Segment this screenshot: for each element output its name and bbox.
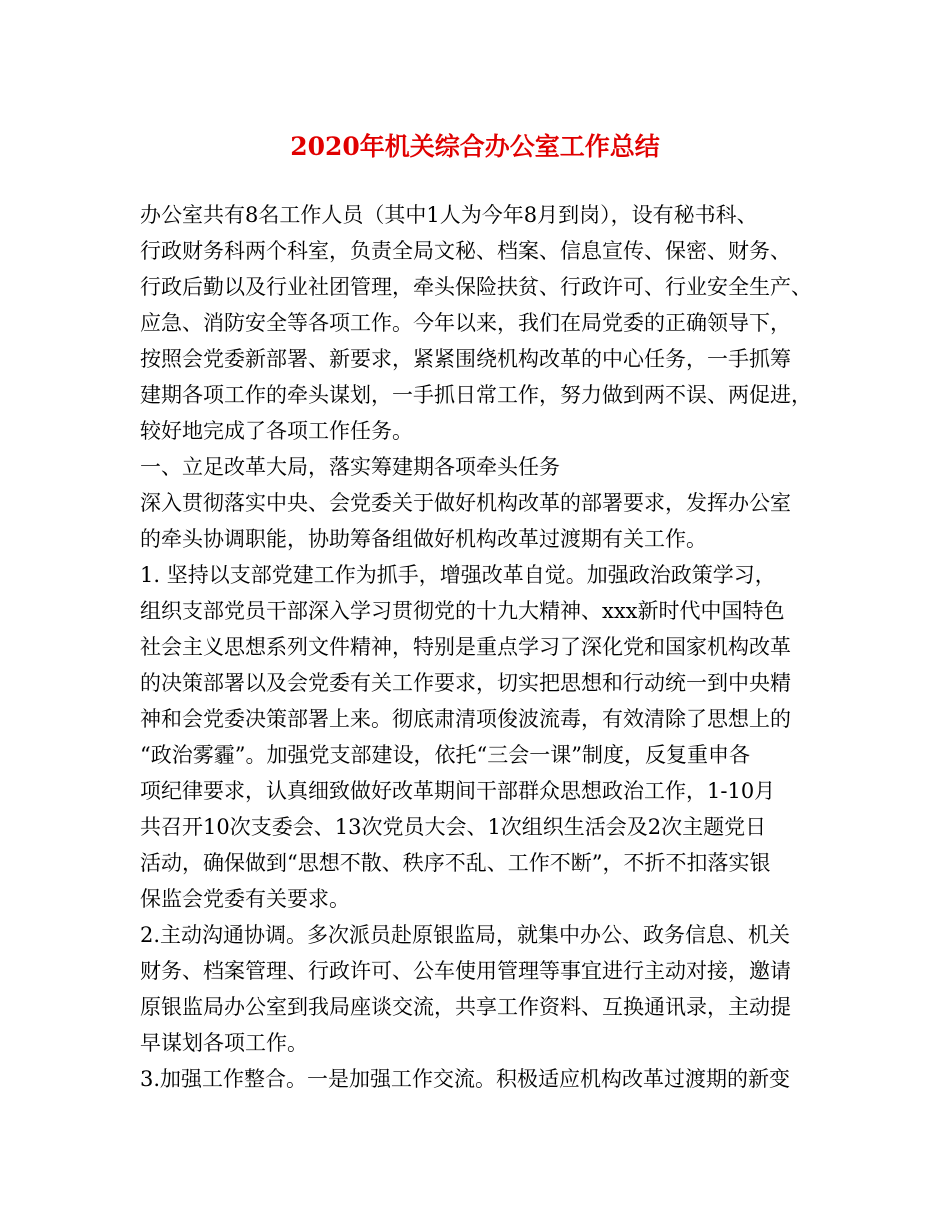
- body-line: 行政后勤以及行业社团管理，牵头保险扶贫、行政许可、行业安全生产、: [140, 275, 812, 299]
- body-line: 原银监局办公室到我局座谈交流，共享工作资料、互换通讯录，主动提: [140, 995, 791, 1019]
- body-line: 的决策部署以及会党委有关工作要求，切实把思想和行动统一到中央精: [140, 671, 791, 695]
- body-line: 财务、档案管理、行政许可、公车使用管理等事宜进行主动对接，邀请: [140, 959, 791, 983]
- body-line: 3.加强工作整合。一是加强工作交流。积极适应机构改革过渡期的新变: [140, 1067, 791, 1091]
- body-line: 按照会党委新部署、新要求，紧紧围绕机构改革的中心任务，一手抓筹: [140, 347, 791, 371]
- body-line: 活动，确保做到“思想不散、秩序不乱、工作不断”，不折不扣落实银: [140, 851, 771, 875]
- section-heading: 一、立足改革大局，落实筹建期各项牵头任务: [140, 455, 560, 479]
- body-line: “政治雾霾”。加强党支部建设，依托“三会一课”制度，反复重申各: [140, 743, 750, 767]
- body-line: 行政财务科两个科室，负责全局文秘、档案、信息宣传、保密、财务、: [140, 239, 791, 263]
- body-line: 办公室共有8名工作人员（其中1人为今年8月到岗），设有秘书科、: [140, 203, 758, 227]
- body-line: 神和会党委决策部署上来。彻底肃清项俊波流毒，有效清除了思想上的: [140, 707, 791, 731]
- body-line: 较好地完成了各项工作任务。: [140, 419, 413, 443]
- body-line: 深入贯彻落实中央、会党委关于做好机构改革的部署要求，发挥办公室: [140, 491, 791, 515]
- body-line: 项纪律要求，认真细致做好改革期间干部群众思想政治工作，1-10月: [140, 779, 776, 803]
- document-title: 2020年机关综合办公室工作总结: [290, 132, 660, 161]
- body-line: 共召开10次支委会、13次党员大会、1次组织生活会及2次主题党日: [140, 815, 767, 839]
- body-line: 组织支部党员干部深入学习贯彻党的十九大精神、xxx新时代中国特色: [140, 599, 785, 623]
- body-line: 的牵头协调职能，协助筹备组做好机构改革过渡期有关工作。: [140, 527, 707, 551]
- body-line: 社会主义思想系列文件精神，特别是重点学习了深化党和国家机构改革: [140, 635, 791, 659]
- document-body: [140, 197, 820, 1097]
- body-line: 建期各项工作的牵头谋划，一手抓日常工作，努力做到两不误、两促进，: [140, 383, 812, 407]
- body-line: 保监会党委有关要求。: [140, 887, 350, 911]
- body-line: 1. 坚持以支部党建工作为抓手，增强改革自觉。加强政治政策学习，: [140, 563, 776, 587]
- body-line: 早谋划各项工作。: [140, 1031, 308, 1055]
- body-line: 应急、消防安全等各项工作。今年以来，我们在局党委的正确领导下，: [140, 311, 791, 335]
- body-line: 2.主动沟通协调。多次派员赴原银监局，就集中办公、政务信息、机关: [140, 923, 791, 947]
